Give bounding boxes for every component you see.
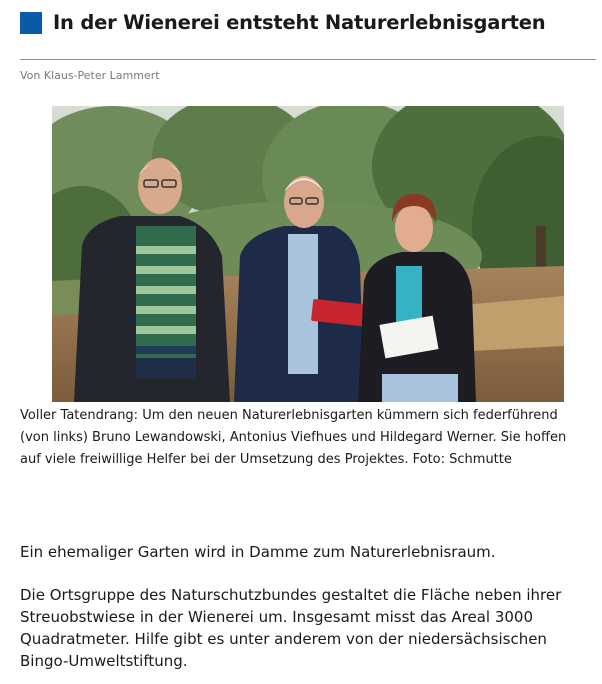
- byline: Von Klaus-Peter Lammert: [20, 69, 160, 82]
- headline-row: [20, 11, 545, 34]
- photo-caption: Voller Tatendrang: Um den neuen Naturerlebnisgarten kümmern sich federführend (von links) Bruno Lewandowski, Antonius Viefhues und Hildegard Werner. Sie hoffen auf viele freiwillige Helfer bei der Umsetzung des Projektes. Foto: Schmutte: [20, 408, 567, 467]
- article-paragraph: Ein ehemaliger Garten wird in Damme zum Naturerlebnisraum.: [20, 543, 496, 561]
- article-photo[interactable]: [52, 106, 564, 402]
- photo-image: [52, 106, 564, 402]
- page-title: In der Wienerei entsteht Naturerlebnisgarten: [53, 11, 546, 34]
- divider: [20, 59, 596, 60]
- headline-square-icon: [20, 12, 42, 34]
- article-paragraph: Die Ortsgruppe des Naturschutzbundes gestaltet die Fläche neben ihrer Streuobstwiese in der Wienerei um. Insgesamt misst das Areal 3000 Quadratmeter. Hilfe gibt es unter anderem von der niedersächsischen Bingo-Umweltstiftung.: [20, 586, 562, 670]
